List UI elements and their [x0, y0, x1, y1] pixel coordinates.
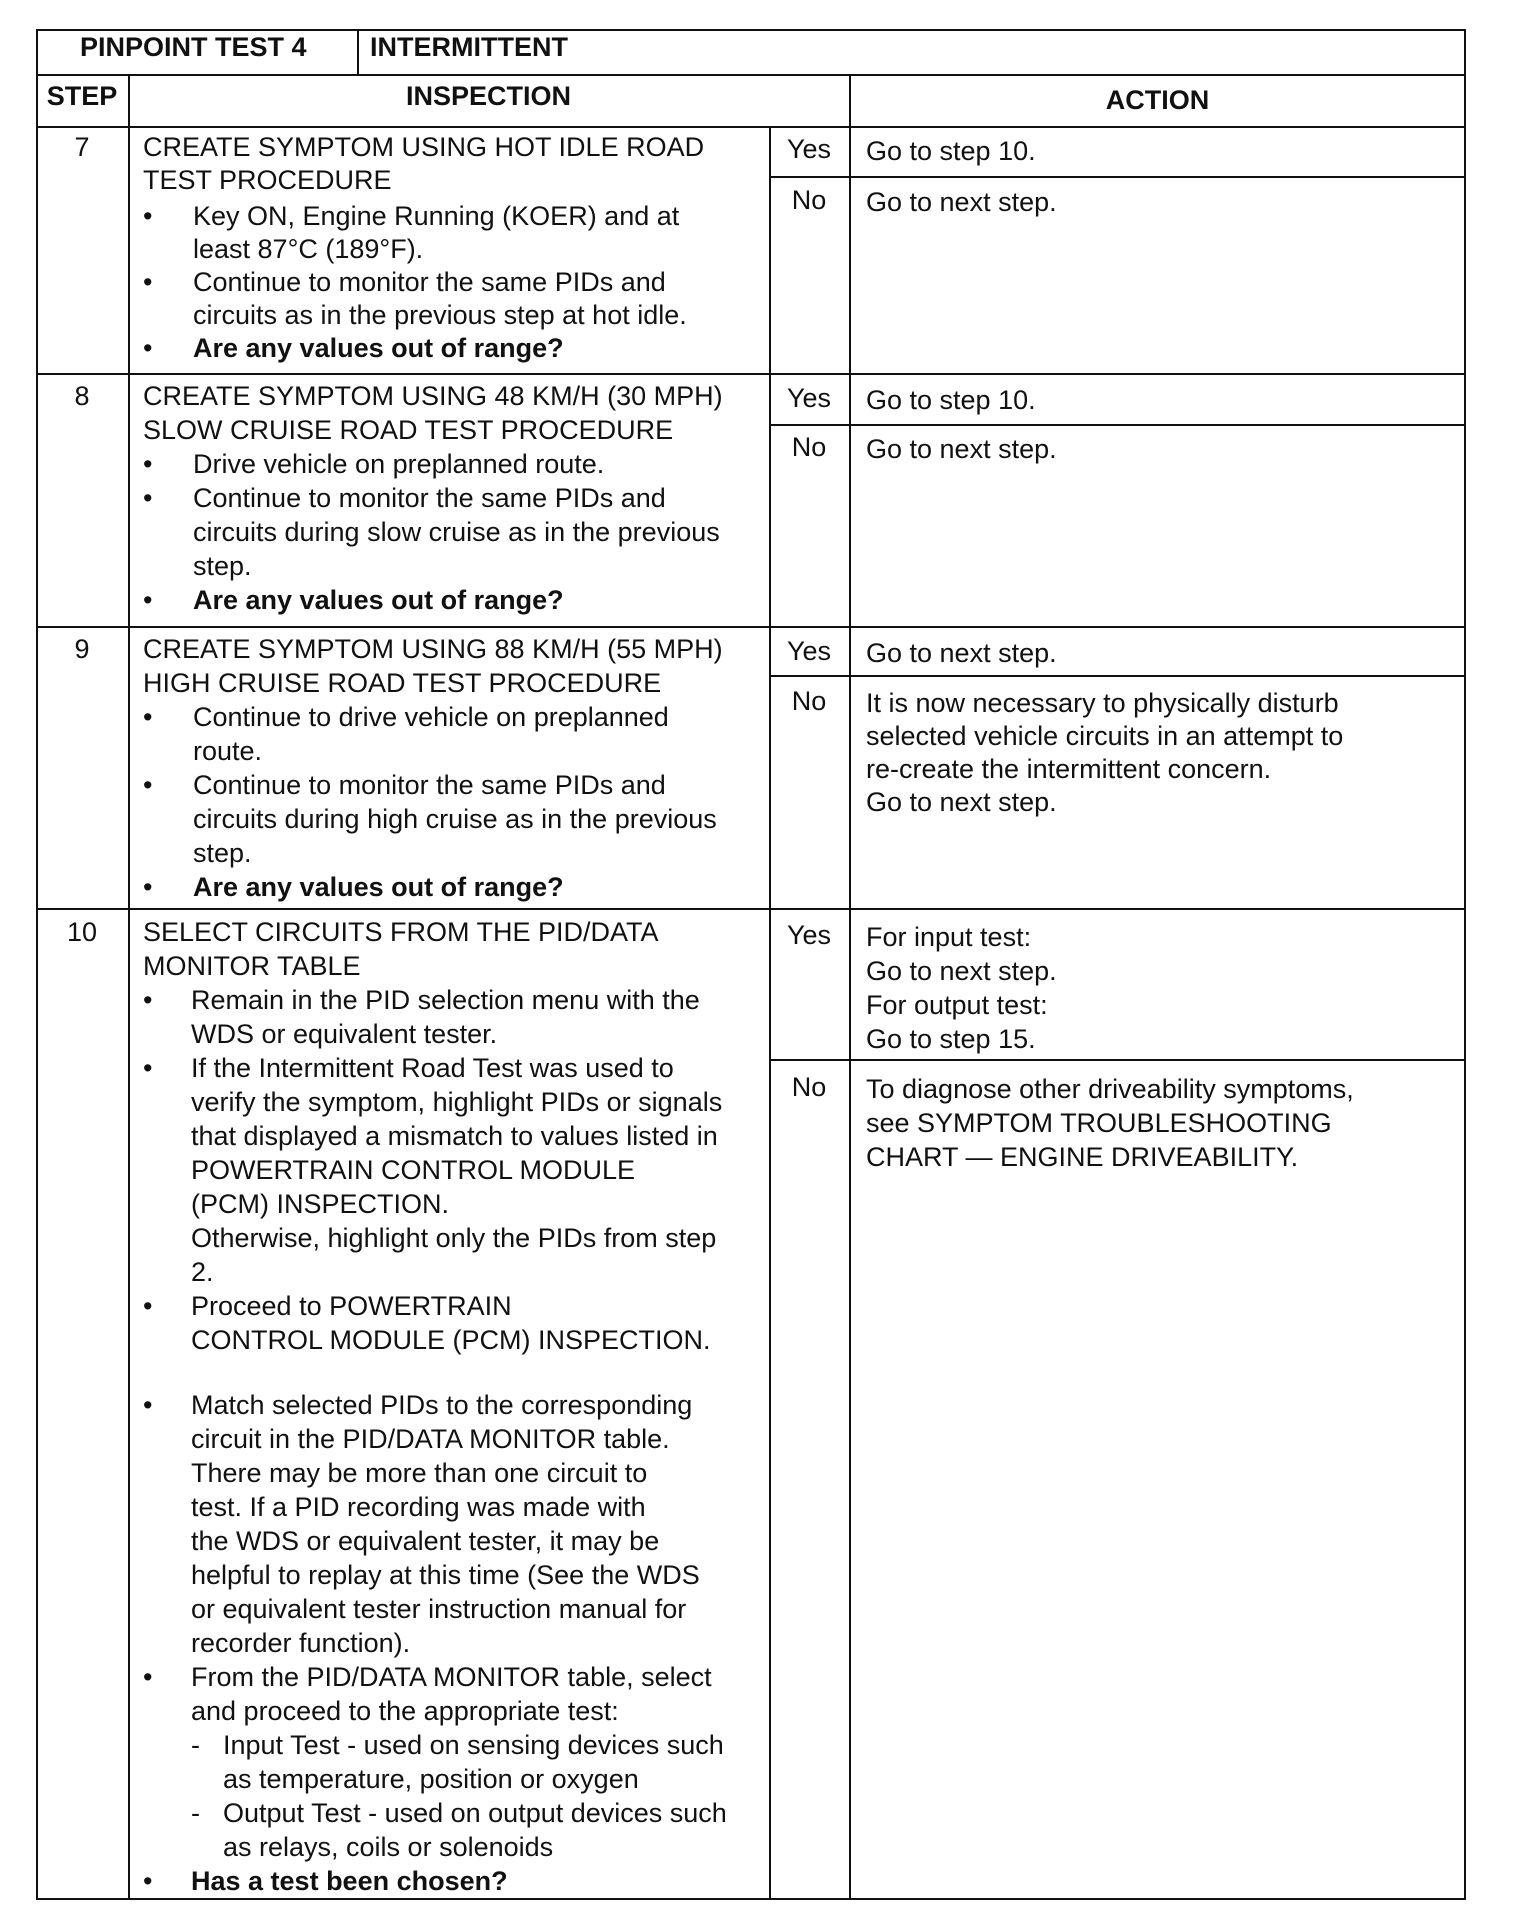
bullet-line: Proceed to POWERTRAIN	[191, 1291, 512, 1321]
no-action-line: selected vehicle circuits in an attempt to	[866, 721, 1344, 751]
yes-no-divider-step8	[769, 424, 1466, 426]
bullet-glyph: •	[143, 1390, 153, 1420]
bullet-line: step.	[193, 551, 252, 581]
no-action-line: It is now necessary to physically disturb	[866, 688, 1339, 718]
bullet-glyph: •	[143, 449, 153, 479]
bullet-line: Key ON, Engine Running (KOER) and at	[193, 201, 680, 231]
bullet-line: recorder function).	[191, 1628, 411, 1658]
bullet-line: Continue to monitor the same PIDs and	[193, 483, 666, 513]
step-heading-line: CREATE SYMPTOM USING 88 KM/H (55 MPH)	[143, 634, 723, 664]
bullet-line: WDS or equivalent tester.	[191, 1019, 498, 1049]
inspection-header: INSPECTION	[405, 81, 572, 111]
step-header: STEP	[46, 81, 118, 111]
step-number: 7	[74, 132, 90, 162]
yes-label: Yes	[786, 134, 832, 164]
bullet-line: verify the symptom, highlight PIDs or signals	[191, 1087, 723, 1117]
yes-action-line: Go to step 10.	[866, 136, 1036, 166]
bullet-glyph: •	[143, 585, 153, 615]
bullet-line: Remain in the PID selection menu with the	[191, 985, 700, 1015]
step-heading-line: HIGH CRUISE ROAD TEST PROCEDURE	[143, 668, 662, 698]
yes-action-line: For output test:	[866, 990, 1048, 1020]
no-label: No	[791, 686, 827, 716]
no-action-line: Go to next step.	[866, 187, 1057, 217]
title-divider	[357, 29, 359, 76]
row-divider-step9	[36, 626, 1466, 628]
no-label: No	[791, 185, 827, 215]
bullet-glyph: •	[143, 333, 153, 363]
no-action-line: Go to next step.	[866, 787, 1057, 817]
yes-label: Yes	[786, 383, 832, 413]
bullet-line: and proceed to the appropriate test:	[191, 1696, 619, 1726]
bullet-line: circuits as in the previous step at hot idle.	[193, 300, 687, 330]
step-number: 8	[74, 381, 90, 411]
bullet-line: circuits during slow cruise as in the previous	[193, 517, 720, 547]
bullet-glyph: •	[143, 770, 153, 800]
bullet-line: that displayed a mismatch to values listed in	[191, 1121, 718, 1151]
bullet-line: helpful to replay at this time (See the WDS	[191, 1560, 700, 1590]
step-column-divider	[128, 126, 130, 1900]
step-heading-line: CREATE SYMPTOM USING HOT IDLE ROAD	[143, 132, 705, 162]
bullet-line-question: Has a test been chosen?	[191, 1866, 508, 1896]
bullet-glyph: •	[143, 201, 153, 231]
bullet-line: circuits during high cruise as in the previous	[193, 804, 717, 834]
bullet-line: test. If a PID recording was made with	[191, 1492, 646, 1522]
bullet-glyph: •	[143, 267, 153, 297]
bullet-line: Otherwise, highlight only the PIDs from step	[191, 1223, 717, 1253]
bullet-glyph: •	[143, 702, 153, 732]
bullet-line: Continue to monitor the same PIDs and	[193, 770, 666, 800]
yes-action-line: For input test:	[866, 922, 1032, 952]
bullet-line: circuit in the PID/DATA MONITOR table.	[191, 1424, 670, 1454]
step-heading-line: SLOW CRUISE ROAD TEST PROCEDURE	[143, 415, 674, 445]
test-number-title: PINPOINT TEST 4	[80, 32, 307, 62]
yes-label: Yes	[786, 636, 832, 666]
bullet-line: CONTROL MODULE (PCM) INSPECTION.	[191, 1325, 711, 1355]
bullet-line: Continue to monitor the same PIDs and	[193, 267, 666, 297]
sub-item-dash: -	[191, 1798, 200, 1828]
bullet-line: Drive vehicle on preplanned route.	[193, 449, 605, 479]
bullet-line: 2.	[191, 1257, 214, 1287]
step-heading-line: TEST PROCEDURE	[143, 165, 392, 195]
no-action-line: Go to next step.	[866, 434, 1057, 464]
bullet-glyph: •	[143, 1291, 153, 1321]
step-number: 9	[74, 634, 90, 664]
sub-item-line: Input Test - used on sensing devices such	[223, 1730, 724, 1760]
no-action-line: re-create the intermittent concern.	[866, 754, 1272, 784]
bullet-line: (PCM) INSPECTION.	[191, 1189, 450, 1219]
no-action-line: To diagnose other driveability symptoms,	[866, 1074, 1354, 1104]
no-action-line: CHART — ENGINE DRIVEABILITY.	[866, 1142, 1299, 1172]
yes-no-divider-step9	[769, 675, 1466, 677]
yes-no-divider-step10	[769, 1059, 1466, 1061]
bullet-line: Continue to drive vehicle on preplanned	[193, 702, 669, 732]
step-heading-line: MONITOR TABLE	[143, 951, 361, 981]
bullet-line: the WDS or equivalent tester, it may be	[191, 1526, 660, 1556]
bullet-line-question: Are any values out of range?	[193, 585, 564, 615]
bullet-glyph: •	[143, 1053, 153, 1083]
yes-no-divider-step7	[769, 176, 1466, 178]
sub-item-line: as temperature, position or oxygen	[223, 1764, 639, 1794]
no-action-line: see SYMPTOM TROUBLESHOOTING	[866, 1108, 1332, 1138]
yes-action-line: Go to next step.	[866, 956, 1057, 986]
bullet-glyph: •	[143, 985, 153, 1015]
step-number: 10	[66, 917, 98, 947]
row-divider-step10	[36, 908, 1466, 910]
yes-action-line: Go to next step.	[866, 638, 1057, 668]
action-header: ACTION	[1105, 85, 1210, 115]
bullet-line: There may be more than one circuit to	[191, 1458, 648, 1488]
bullet-glyph: •	[143, 483, 153, 513]
action-column-divider	[849, 126, 851, 1900]
test-name-title: INTERMITTENT	[370, 32, 568, 62]
bullet-line-question: Are any values out of range?	[193, 333, 564, 363]
sub-item-line: Output Test - used on output devices such	[223, 1798, 727, 1828]
bullet-line: Match selected PIDs to the corresponding	[191, 1390, 693, 1420]
sub-item-line: as relays, coils or solenoids	[223, 1832, 554, 1862]
no-label: No	[791, 1072, 827, 1102]
bullet-line: least 87°C (189°F).	[193, 234, 424, 264]
bullet-line: POWERTRAIN CONTROL MODULE	[191, 1155, 636, 1185]
bullet-line: or equivalent tester instruction manual for	[191, 1594, 687, 1624]
no-label: No	[791, 432, 827, 462]
yes-action-line: Go to step 10.	[866, 385, 1036, 415]
bullet-line: From the PID/DATA MONITOR table, select	[191, 1662, 712, 1692]
bullet-glyph: •	[143, 872, 153, 902]
step-heading-line: SELECT CIRCUITS FROM THE PID/DATA	[143, 917, 659, 947]
row-divider-step8	[36, 373, 1466, 375]
bullet-line: If the Intermittent Road Test was used to	[191, 1053, 674, 1083]
bullet-line-question: Are any values out of range?	[193, 872, 564, 902]
bullet-glyph: •	[143, 1866, 153, 1896]
sub-item-dash: -	[191, 1730, 200, 1760]
yes-label: Yes	[786, 920, 832, 950]
bullet-line: route.	[193, 736, 263, 766]
yes-action-line: Go to step 15.	[866, 1024, 1036, 1054]
bullet-glyph: •	[143, 1662, 153, 1692]
bullet-line: step.	[193, 838, 252, 868]
step-heading-line: CREATE SYMPTOM USING 48 KM/H (30 MPH)	[143, 381, 723, 411]
